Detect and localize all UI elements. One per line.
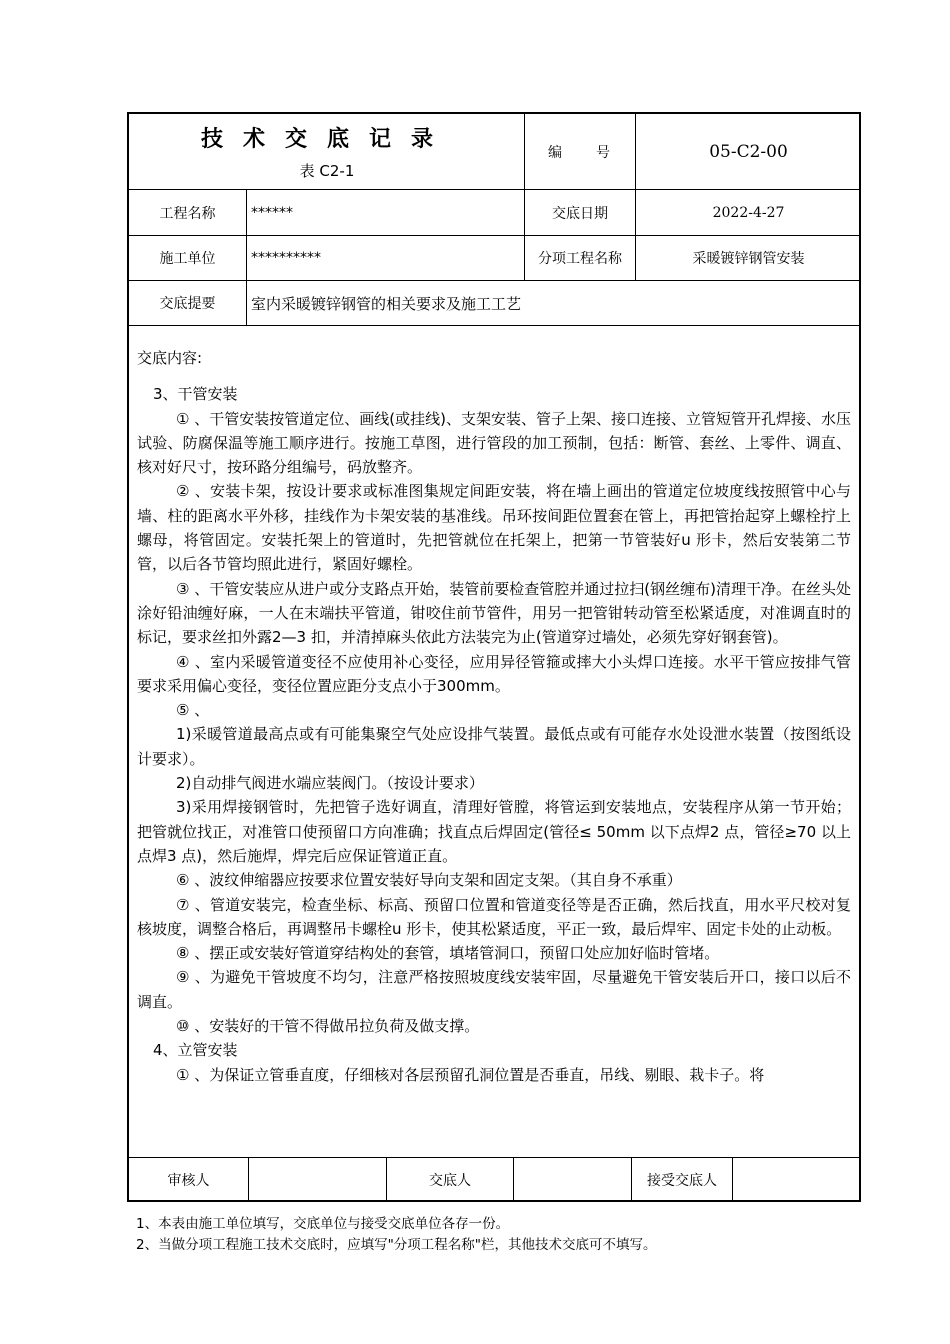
- summary-label: 交底提要: [159, 296, 216, 312]
- paragraph: ② 、安装卡架，按设计要求或标准图集规定间距安装，将在墙上画出的管道定位坡度线按照管中心与墙、柱的距离水平外移，挂线作为卡架安装的基准线。吊环按间距位置套在管上，再把管抬起穿上螺栓拧上螺母，将管固定。安装托架上的管道时，先把管就位在托架上，把第一节管装好u 形卡，然后安装第二节管，以后各节管均照此进行，紧固好螺栓。: [137, 482, 851, 574]
- construction-unit-label: 施工单位: [159, 251, 216, 267]
- date-value: 2022-4-27: [712, 204, 785, 221]
- disclosure-content: [137, 346, 851, 1156]
- form-number: 表 C2-1: [299, 162, 355, 180]
- paragraph: ④ 、室内采暖管道变径不应使用补心变径，应用异径管箍或摔大小头焊口连接。水平干管应按排气管要求采用偏心变径，变径位置应距分支点小于300mm。: [137, 652, 851, 695]
- subproject-value: 采暖镀锌钢管安装: [692, 251, 805, 267]
- section-title: 3、干管安装: [153, 385, 238, 404]
- paragraph: ⑩ 、安装好的干管不得做吊拉负荷及做支撑。: [176, 1017, 480, 1036]
- receiver-label: 接受交底人: [647, 1173, 717, 1189]
- divider: [246, 189, 247, 325]
- discloser-signature-field[interactable]: [514, 1158, 631, 1202]
- paragraph: ⑨ 、为避免干管坡度不均匀，注意严格按照坡度线安装牢固，尽量避免干管安装后开口，接口以后不调直。: [137, 968, 851, 1011]
- note: 1、本表由施工单位填写，交底单位与接受交底单位各存一份。: [136, 1216, 510, 1232]
- paragraph: ⑤ 、: [176, 701, 210, 720]
- paragraph: 3)采用焊接钢管时，先把管子选好调直，清理好管膛，将管运到安装地点，安装程序从第一节开始；把管就位找正，对准管口使预留口方向准确；找直点后焊固定(管径≤ 50mm 以下点焊2 点，管径≥70 以上点焊3 点)，然后施焊，焊完后应保证管道正直。: [137, 798, 851, 865]
- content-label: 交底内容:: [137, 349, 203, 367]
- paragraph: ① 、为保证立管垂直度，仔细核对各层预留孔洞位置是否垂直，吊线、剔眼、栽卡子。将: [176, 1065, 765, 1084]
- section-title: 4、立管安装: [153, 1041, 238, 1060]
- subproject-label: 分项工程名称: [538, 251, 622, 267]
- summary-value: 室内采暖镀锌钢管的相关要求及施工工艺: [251, 294, 522, 313]
- project-name-label: 工程名称: [159, 205, 216, 222]
- construction-unit-value: **********: [251, 250, 321, 266]
- paragraph: ⑥ 、波纹伸缩器应按要求位置安装好导向支架和固定支架。（其自身不承重）: [176, 871, 682, 890]
- date-label: 交底日期: [552, 205, 608, 222]
- form-notes: [136, 1214, 657, 1256]
- paragraph: ⑦ 、管道安装完，检查坐标、标高、预留口位置和管道变径等是否正确，然后找直，用水平尺校对复核坡度，调整合格后，再调整吊卡螺栓u 形卡，使其松紧适度，平正一致，最后焊牢、固定卡处的止动板。: [137, 895, 851, 938]
- paragraph: 2)自动排气阀进水端应装阀门。（按设计要求）: [176, 774, 484, 793]
- number-value: 05-C2-00: [709, 141, 788, 162]
- technical-disclosure-form: [127, 112, 861, 1202]
- number-label: 编 号: [548, 144, 612, 161]
- reviewer-label: 审核人: [167, 1173, 210, 1189]
- paragraph: ⑧ 、摆正或安装好管道穿结构处的套管，填堵管洞口，预留口处应加好临时管堵。: [176, 944, 720, 963]
- project-name-value: ******: [251, 204, 293, 221]
- paragraph: 1)采暖管道最高点或有可能集聚空气处应设排气装置。最低点或有可能存水处设泄水装置（按图纸设计要求）。: [137, 725, 851, 768]
- form-title: 技术交底记录: [200, 127, 453, 152]
- receiver-signature-field[interactable]: [733, 1158, 859, 1202]
- paragraph: ③ 、干管安装应从进户或分支路点开始，装管前要检查管腔并通过拉扫(钢丝缠布)清理干净。在丝头处涂好铅油缠好麻，一人在末端扶平管道，钳咬住前节管件，用另一把管钳转动管至松紧适度，对准调直时的标记，要求丝扣外露2—3 扣，并清掉麻头依此方法装完为止(管道穿过墙处，必须先穿好钢套管)。: [137, 579, 851, 647]
- discloser-label: 交底人: [429, 1173, 471, 1189]
- paragraph: ① 、干管安装按管道定位、画线(或挂线)、支架安装、管子上架、接口连接、立管短管开孔焊接、水压试验、防腐保温等施工顺序进行。按施工草图，进行管段的加工预制，包括：断管、套丝、上零件、调直、核对好尺寸，按环路分组编号，码放整齐。: [137, 409, 851, 477]
- divider: [129, 325, 859, 326]
- note: 2、当做分项工程施工技术交底时，应填写"分项工程名称"栏，其他技术交底可不填写。: [136, 1237, 657, 1253]
- spacer: [137, 370, 851, 382]
- reviewer-signature-field[interactable]: [249, 1158, 386, 1202]
